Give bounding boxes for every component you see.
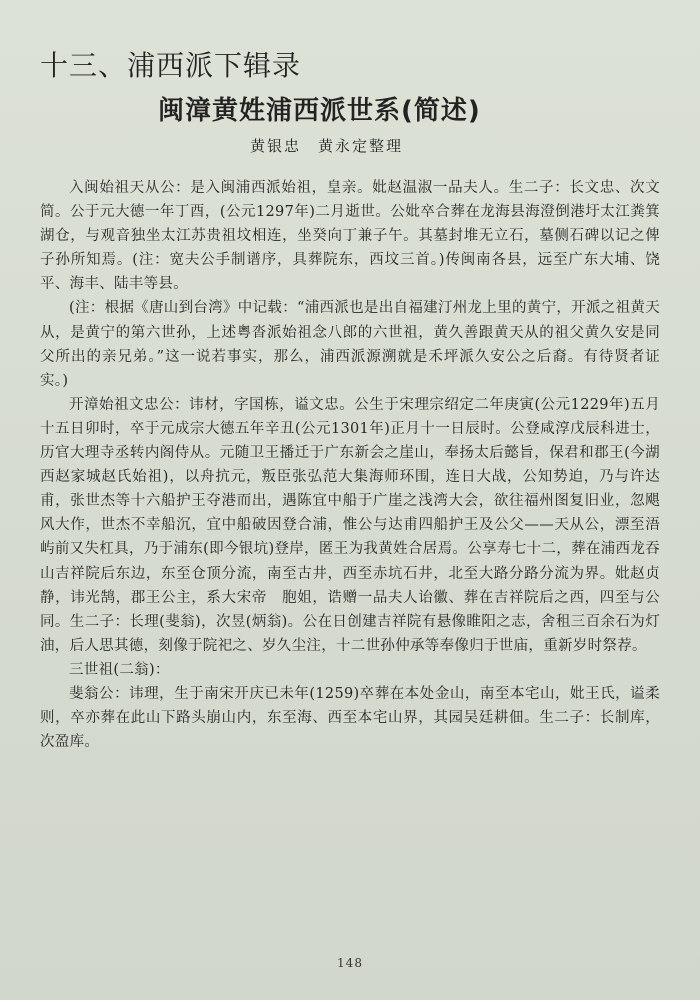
body-text xyxy=(40,176,660,754)
paragraph-ancestor-tiancong: 入闽始祖天从公：是入闽浦西派始祖，皇亲。妣赵温淑一品夫人。生二子：长文忠、次文简。公于元大德一年丁酉，(公元1297年)二月逝世。公妣卒合葬在龙海县海澄倒港圩太江粪箕湖仓，与观音独坐太江苏贵祖坟相连，坐癸向丁兼子午。其墓封堆无立石，墓侧石碑以记之俾子孙所知焉。(注：宽夫公手制谱序，具葬院东，西坟三首。)传闽南各县，远至广东大埔、饶平、海丰、陆丰等县。 xyxy=(40,180,660,293)
paragraph-ancestor-feiweng: 斐翁公：讳理，生于南宋开庆已未年(1259)卒葬在本处金山，南至本宅山，妣王氏，谥柔则，卒亦葬在此山下路头崩山内，东至海、西至本宅山界，其园吴廷耕佃。生二子：长制库，次盈库。 xyxy=(40,685,660,751)
compilers-line: 黄银忠 黄永定整理 xyxy=(250,137,404,155)
paragraph-third-generation-heading: 三世祖(二翁)： xyxy=(69,661,170,678)
page-number: 148 xyxy=(337,956,363,970)
page-title: 闽漳黄姓浦西派世系(简述) xyxy=(158,96,481,126)
paragraph-note: (注：根据《唐山到台湾》中记载：“浦西派也是出自福建汀州龙上里的黄宁，开派之祖黄天从，是黄宁的第六世孙，上述粤沓派始祖念八郎的六世祖，黄久善跟黄天从的祖父黄久安是同父所出的亲兄弟。”这一说若事实，那么，浦西派源溯就是禾坪派久安公之后裔。有待贤者证实。) xyxy=(40,300,660,389)
section-heading: 十三、浦西派下辑录 xyxy=(40,49,302,82)
paragraph-ancestor-wenzhong: 开漳始祖文忠公：讳材，字国栋，谥文忠。公生于宋理宗绍定二年庚寅(公元1229年)五月十五日卯时，卒于元成宗大德五年辛丑(公元1301年)正月十一日辰时。公登咸淳戊辰科进士，历官大理寺丞转内阁侍从。元随卫王播迁于广东新会之崖山，奉扬太后懿旨，保君和郡王(今湖西赵家城赵氏始祖)，以舟抗元，叛臣张弘范大集海师环围，连日大战，公知势迫，乃与许达甫，张世杰等十六船护王夺港而出，遇陈宜中船于广崖之浅湾大会，欲往福州图复旧业，忽飓风大作，世杰不幸船沉，宜中船破因登合浦，惟公与达甫四船护王及公父——天从公，漂至浯屿前又失杠具，乃于浦东(即今银坑)登岸，匿王为我黄姓合居焉。公享寿七十二，葬在浦西龙吞山吉祥院后东边，东至仓顶分流，南至古井，西至赤坑石井，北至大路分路分流为界。妣赵贞静，讳光鹄，郡王公主，系大宋帝 胞姐，诰赠一品夫人诒徽、葬在吉祥院后之西，四至与公同。生二子：长理(斐翁)，次昱(炳翁)。公在日创建吉祥院有悬像睢阳之志，舍租三百余石为灯油，后人思其德，刻像于院祀之、岁久尘注，十二世孙仲承等奉像归于世庙，重新岁时祭荐。 xyxy=(40,396,660,654)
